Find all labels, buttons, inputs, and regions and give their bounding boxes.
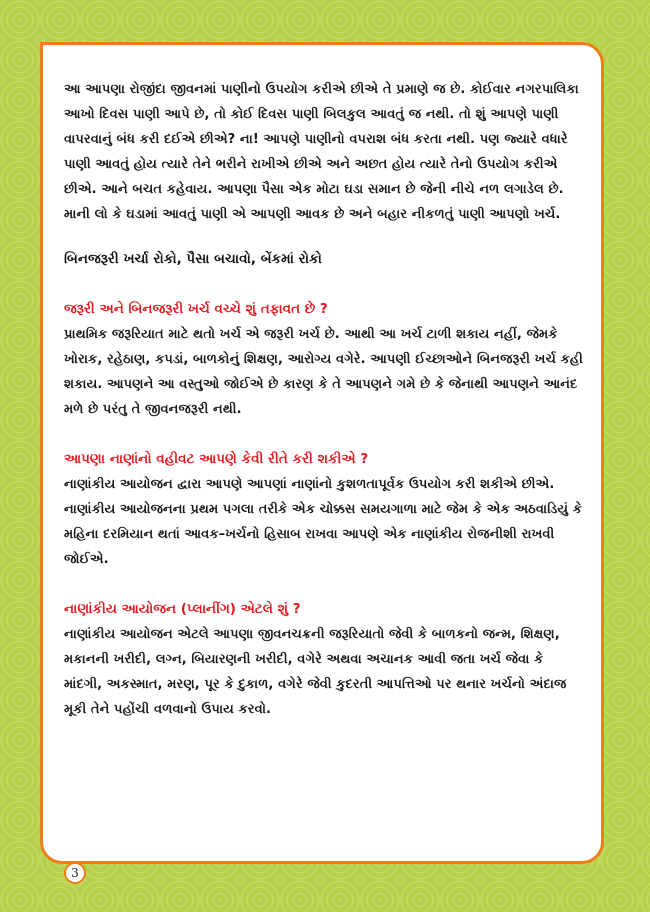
tagline: બિનજરૂરી ખર્ચા રોકો, પૈસા બચાવો, બેંકમાં રોકો	[64, 251, 322, 267]
intro-paragraph: આ આપણા રોજીંદા જીવનમાં પાણીનો ઉપયોગ કરીએ છીએ તે પ્રમાણે જ છે. કોઈવાર નગરપાલિકા આખો દિવસ પાણી આપે છે, તો કોઈ દિવસ પાણી બિલકુલ આવતું જ નથી. તો શું આપણે પાણી વાપરવાનું બંધ કરી દઈએ છીએ? ના! આપણે પાણીનો વપરાશ બંધ કરતા નથી. પણ જ્યારે વધારે પાણી આવતું હોય ત્યારે તેને ભરીને રાખીએ છીએ અને અછત હોય ત્યારે તેનો ઉપયોગ કરીએ છીએ. આને બચત કહેવાય. આપણા પૈસા એક મોટા ઘડા સમાન છે જેની નીચે નળ લગાડેલ છે. માની લો કે ઘડામાં આવતું પાણી એ આપણી આવક છે અને બહાર નીકળતું પાણી આપણો ખર્ચ.	[64, 82, 579, 222]
section-heading-needs-vs-wants: જરૂરી અને બિનજરૂરી ખર્ચ વચ્ચે શું તફાવત છે ?	[64, 301, 328, 317]
section-body-needs-vs-wants: પ્રાથમિક જરૂરિયાત માટે થતો ખર્ચ એ જરૂરી ખર્ચ છે. આથી આ ખર્ચ ટાળી શકાય નહીં, જેમકે ખોરાક, રહેઠાણ, કપડાં, બાળકોનું શિક્ષણ, આરોગ્ય વગેરે. આપણી ઈચ્છાઓને બિનજરૂરી ખર્ચ કહી શકાય. આપણને આ વસ્તુઓ જોઈએ છે કારણ કે તે આપણને ગમે છે કે જેનાથી આપણને આનંદ મળે છે પરંતુ તે જીવનજરૂરી નથી.	[64, 327, 583, 417]
section-body-money-management: નાણાંકીય આયોજન દ્વારા આપણે આપણાં નાણાંનો કુશળતાપૂર્વક ઉપયોગ કરી શકીએ છીએ. નાણાંકીય આયોજનના પ્રથમ પગલા તરીકે એક ચોક્કસ સમયગાળા માટે જેમ કે એક અઠવાડિયું કે મહિના દરમિયાન થતાં આવક–ખર્ચનો હિસાબ રાખવા આપણે એક નાણાંકીય રોજનીશી રાખવી જોઈએ.	[64, 477, 583, 567]
section-heading-money-management: આપણા નાણાંનો વહીવટ આપણે કેવી રીતે કરી શકીએ ?	[64, 451, 369, 467]
page-number: 3	[64, 862, 86, 884]
section-body-financial-planning: નાણાંકીય આયોજન એટલે આપણા જીવનચક્રની જરૂરિયાતો જેવી કે બાળકનો જન્મ, શિક્ષણ, મકાનની ખરીદી, લગ્ન, બિયારણની ખરીદી, વગેરે અથવા અચાનક આવી જતા ખર્ચ જેવા કે માંદગી, અકસ્માત, મરણ, પૂર કે દુકાળ, વગેરે જેવી કુદરતી આપત્તિઓ પર થનાર ખર્ચનો અંદાજ મૂકી તેને પહોંચી વળવાનો ઉપાય કરવો.	[64, 627, 567, 717]
section-heading-financial-planning: નાણાંકીય આયોજન (પ્લાનીંગ) એટલે શું ?	[64, 601, 301, 617]
content-panel	[40, 42, 604, 864]
